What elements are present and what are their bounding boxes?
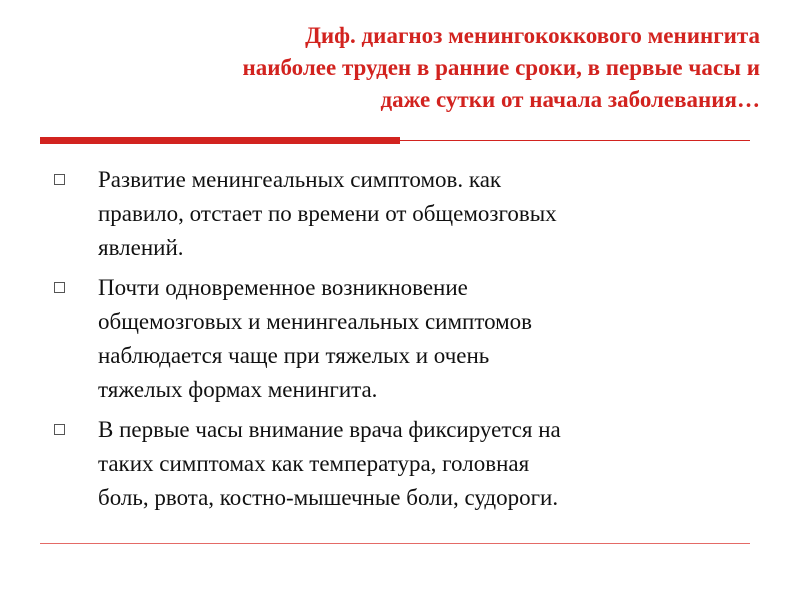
bullet-text-line: явлений. [98, 235, 184, 260]
slide-title-line: наиболее труден в ранние сроки, в первые часы и [242, 55, 760, 80]
slide-title [40, 20, 760, 116]
bullet-text-line: Развитие менингеальных симптомов. как [98, 167, 502, 192]
bullet-item [50, 163, 750, 265]
title-divider-thin [400, 140, 750, 141]
square-bullet-icon [54, 424, 65, 435]
bullet-text-line: Почти одновременное возникновение [98, 275, 468, 300]
bullet-item [50, 271, 750, 407]
slide-title-line: даже сутки от начала заболевания… [380, 87, 760, 112]
bullet-text-line: таких симптомах как температура, головная [98, 451, 530, 476]
bullet-text-line: В первые часы внимание врача фиксируется на [98, 417, 561, 442]
bullet-text-line: правило, отстает по времени от общемозговых [98, 201, 557, 226]
bullet-text-line: боль, рвота, костно-мышечные боли, судороги. [98, 485, 559, 510]
bullet-list [50, 163, 750, 521]
square-bullet-icon [54, 282, 65, 293]
footer-divider [40, 543, 750, 544]
bullet-text-line: общемозговых и менингеальных симптомов [98, 309, 533, 334]
bullet-item [50, 413, 750, 515]
slide-title-line: Диф. диагноз менингококкового менингита [305, 23, 760, 48]
bullet-text-line: наблюдается чаще при тяжелых и очень [98, 343, 490, 368]
bullet-text-line: тяжелых формах менингита. [98, 377, 378, 402]
title-divider-thick [40, 137, 400, 144]
square-bullet-icon [54, 174, 65, 185]
